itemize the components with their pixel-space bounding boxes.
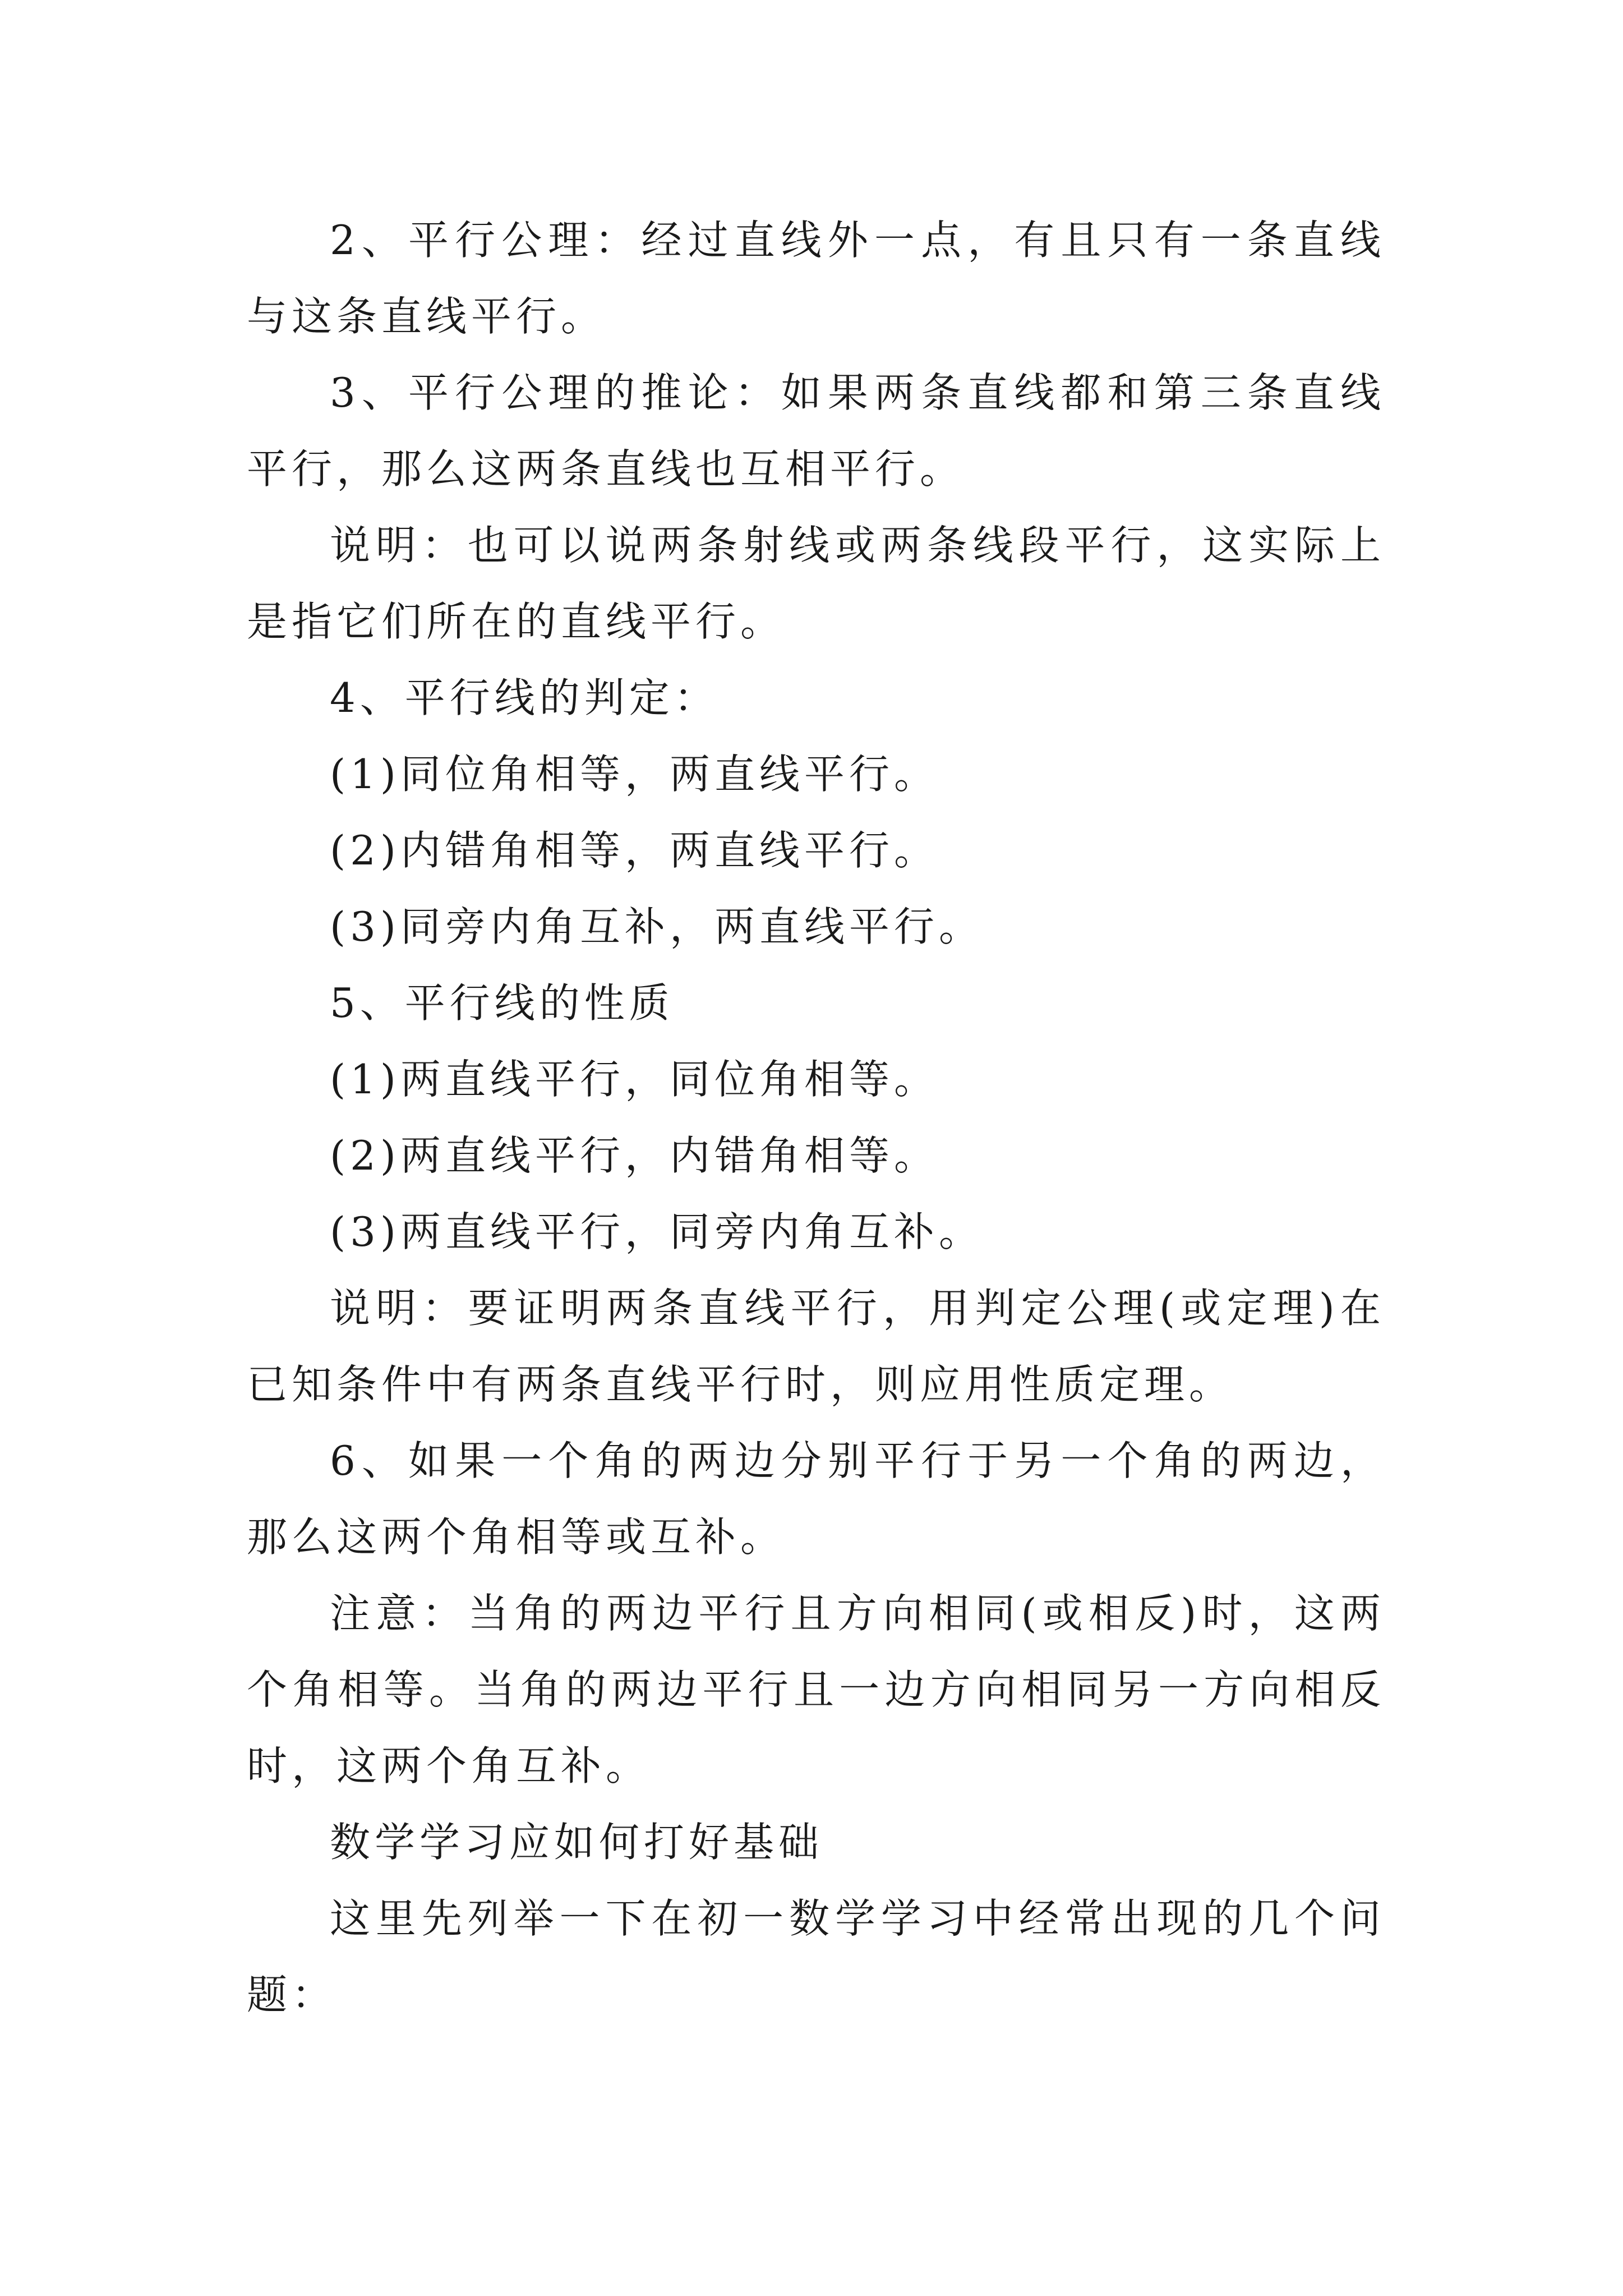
paragraph-axiom-corollary: 3、平行公理的推论：如果两条直线都和第三条直线平行，那么这两条直线也互相平行。 <box>247 369 1385 493</box>
list-item-property-3: (3)两直线平行，同旁内角互补。 <box>330 1208 984 1255</box>
list-item-criteria-2: (2)内错角相等，两直线平行。 <box>330 827 939 874</box>
section-heading-foundation: 数学学习应如何打好基础 <box>330 1819 824 1866</box>
heading-parallel-properties: 5、平行线的性质 <box>330 979 674 1027</box>
paragraph-common-problems: 这里先列举一下在初一数学学习中经常出现的几个问题： <box>247 1895 1385 2018</box>
paragraph-attention: 注意：当角的两边平行且方向相同(或相反)时，这两个角相等。当角的两边平行且一边方向相同另一方向相反时，这两个角互补。 <box>247 1590 1385 1789</box>
heading-parallel-criteria: 4、平行线的判定： <box>330 674 719 721</box>
paragraph-angle-sides: 6、如果一个角的两边分别平行于另一个角的两边，那么这两个角相等或互补。 <box>247 1437 1385 1561</box>
paragraph-parallel-axiom: 2、平行公理：经过直线外一点，有且只有一条直线与这条直线平行。 <box>247 217 1385 340</box>
list-item-property-1: (1)两直线平行，同位角相等。 <box>330 1056 939 1103</box>
list-item-criteria-3: (3)同旁内角互补，两直线平行。 <box>330 903 984 950</box>
paragraph-note-proof: 说明：要证明两条直线平行，用判定公理(或定理)在已知条件中有两条直线平行时，则应用性质定理。 <box>247 1285 1385 1408</box>
list-item-property-2: (2)两直线平行，内错角相等。 <box>330 1132 939 1179</box>
paragraph-note-rays: 说明：也可以说两条射线或两条线段平行，这实际上是指它们所在的直线平行。 <box>247 522 1385 645</box>
list-item-criteria-1: (1)同位角相等，两直线平行。 <box>330 751 939 798</box>
document-body <box>247 202 1385 2033</box>
